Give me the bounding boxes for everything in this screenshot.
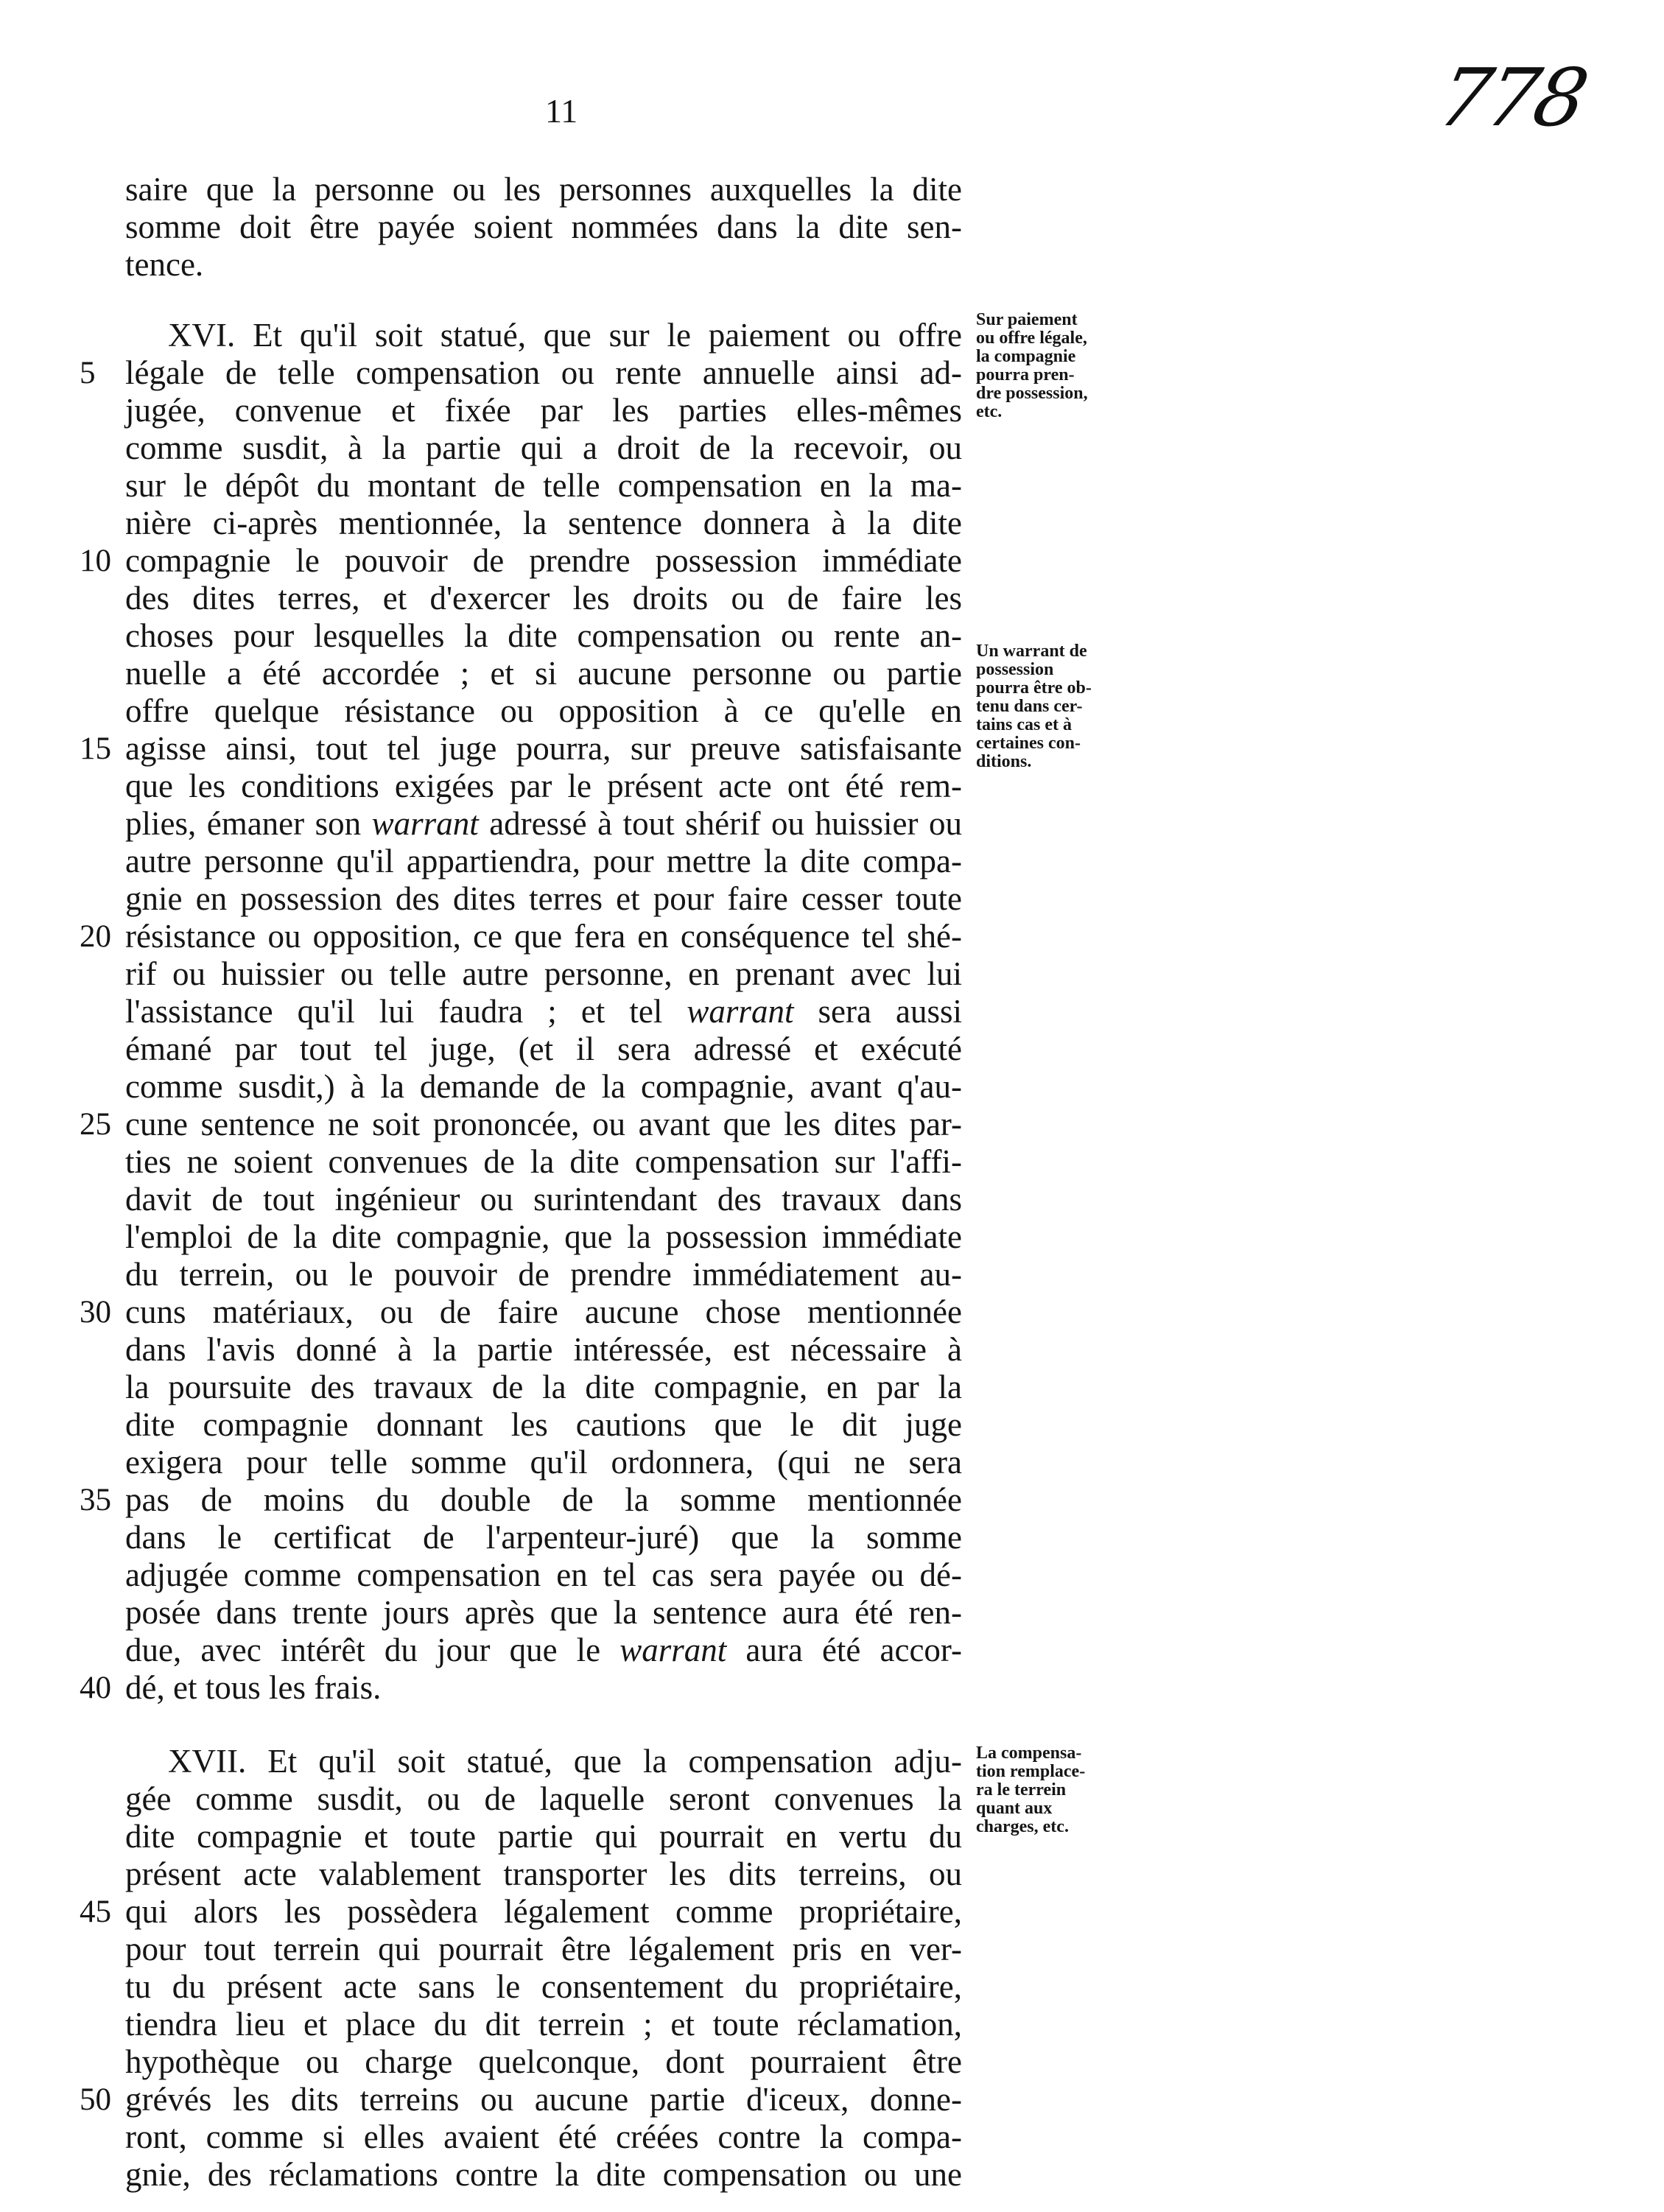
line-number: 15 — [80, 731, 111, 766]
line-number: 30 — [80, 1295, 111, 1330]
text-line: agisse ainsi, tout tel juge pourra, sur preuve satisfaisante — [125, 730, 962, 767]
text-line: sur le dépôt du montant de telle compensation en la ma- — [125, 467, 962, 504]
text-line: émané par tout tel juge, (et il sera adressé et exécuté — [125, 1030, 962, 1067]
text-line: jugée, convenue et fixée par les parties elles-mêmes — [125, 392, 962, 429]
text-line: hypothèque ou charge quelconque, dont pourraient être — [125, 2043, 962, 2080]
text-line: rif ou huissier ou telle autre personne, en prenant avec lui — [125, 955, 962, 992]
text-line-section-xvi: XVI. Et qu'il soit statué, que sur le paiement ou offre — [168, 317, 962, 354]
text-line — [125, 805, 962, 843]
text-line: somme doit être payée soient nommées dans la dite sen- — [125, 208, 962, 245]
text-line: nuelle a été accordée ; et si aucune personne ou partie — [125, 655, 962, 692]
text-line: compagnie le pouvoir de prendre possession immédiate — [125, 542, 962, 579]
text-line: adjugée comme compensation en tel cas sera payée ou dé- — [125, 1556, 962, 1593]
text-line: cune sentence ne soit prononcée, ou avant que les dites par- — [125, 1106, 962, 1142]
margin-note-line: quant aux — [976, 1799, 1053, 1818]
text-run: aura été accor- — [745, 1632, 963, 1668]
text-line: dite compagnie et toute partie qui pourrait en vertu du — [125, 1818, 962, 1855]
text-run: due, avec intérêt du jour que le — [125, 1632, 601, 1668]
text-line: dans le certificat de l'arpenteur-juré) que la somme — [125, 1519, 962, 1556]
warrant-term: warrant — [619, 1632, 727, 1668]
line-number: 35 — [80, 1483, 111, 1517]
margin-note-line: ra le terrein — [976, 1780, 1067, 1800]
warrant-term: warrant — [687, 993, 794, 1030]
text-line — [125, 1632, 962, 1669]
line-number: 25 — [80, 1107, 111, 1142]
line-number: 5 — [80, 356, 96, 390]
text-line: nière ci-après mentionnée, la sentence donnera à la dite — [125, 505, 962, 541]
text-line: gnie, des réclamations contre la dite compensation ou une — [125, 2156, 962, 2193]
text-run: plies, émaner son — [125, 805, 362, 842]
text-line: qui alors les possèdera légalement comme propriétaire, — [125, 1893, 962, 1930]
margin-note-line: tenu dans cer- — [976, 697, 1083, 716]
line-number: 20 — [80, 919, 111, 954]
text-line: ront, comme si elles avaient été créées contre la compa- — [125, 2118, 962, 2155]
line-number: 10 — [80, 544, 111, 578]
text-line: dite compagnie donnant les cautions que le dit juge — [125, 1406, 962, 1443]
text-line: pas de moins du double de la somme mentionnée — [125, 1481, 962, 1518]
margin-note-line: charges, etc. — [976, 1817, 1069, 1836]
text-line: exigera pour telle somme qu'il ordonnera, (qui ne sera — [125, 1444, 962, 1481]
margin-note-possession — [976, 311, 1088, 421]
text-line — [125, 993, 962, 1030]
margin-note-line: la compagnie — [976, 347, 1076, 366]
page-number: 11 — [545, 92, 578, 130]
text-line: tu du présent acte sans le consentement du propriétaire, — [125, 1968, 962, 2005]
handwritten-folio: 778 — [1430, 52, 1593, 144]
margin-note-line: ditions. — [976, 752, 1032, 771]
margin-note-line: tion remplace- — [976, 1762, 1086, 1781]
text-line: dé, et tous les frais. — [125, 1669, 382, 1706]
line-number: 45 — [80, 1895, 111, 1929]
text-line: comme susdit, à la partie qui a droit de la recevoir, ou — [125, 429, 962, 466]
text-line: gnie en possession des dites terres et pour faire cesser toute — [125, 880, 962, 917]
text-line: l'emploi de la dite compagnie, que la possession immédiate — [125, 1218, 962, 1255]
text-line: présent acte valablement transporter les dits terreins, ou — [125, 1855, 962, 1892]
text-line: résistance ou opposition, ce que fera en conséquence tel shé- — [125, 918, 962, 955]
margin-note-line: certaines con- — [976, 734, 1081, 753]
text-line: autre personne qu'il appartiendra, pour mettre la dite compa- — [125, 843, 962, 879]
text-line-section-xvii: XVII. Et qu'il soit statué, que la compensation adju- — [168, 1743, 962, 1780]
text-line: cuns matériaux, ou de faire aucune chose mentionnée — [125, 1293, 962, 1330]
text-line: davit de tout ingénieur ou surintendant des travaux dans — [125, 1181, 962, 1218]
margin-note-line: ou offre légale, — [976, 329, 1087, 348]
margin-note-compensation — [976, 1744, 1085, 1836]
margin-note-line: Un warrant de — [976, 642, 1087, 661]
text-line: des dites terres, et d'exercer les droits ou de faire les — [125, 580, 962, 617]
warrant-term: warrant — [371, 805, 479, 842]
text-line: du terrein, ou le pouvoir de prendre immédiatement au- — [125, 1256, 962, 1293]
text-line: légale de telle compensation ou rente annuelle ainsi ad- — [125, 354, 962, 391]
text-line: pour tout terrein qui pourrait être légalement pris en ver- — [125, 1931, 962, 1967]
text-run: l'assistance qu'il lui faudra ; et tel — [125, 993, 663, 1030]
text-line: tiendra lieu et place du dit terrein ; et toute réclamation, — [125, 2006, 962, 2043]
text-line: saire que la personne ou les personnes auxquelles la dite — [125, 171, 962, 208]
text-run: adressé à tout shérif ou huissier ou — [489, 805, 963, 842]
margin-note-line: possession — [976, 660, 1054, 679]
margin-note-line: tains cas et à — [976, 715, 1072, 734]
margin-note-line: La compensa- — [976, 1744, 1082, 1763]
margin-note-line: pourra être ob- — [976, 678, 1092, 698]
text-line: offre quelque résistance ou opposition à ce qu'elle en — [125, 692, 962, 729]
text-line: dans l'avis donné à la partie intéressée, est nécessaire à — [125, 1331, 962, 1368]
text-line: que les conditions exigées par le présent acte ont été rem- — [125, 768, 962, 804]
text-line: gée comme susdit, ou de laquelle seront convenues la — [125, 1780, 962, 1817]
margin-note-line: Sur paiement — [976, 310, 1078, 329]
text-line: la poursuite des travaux de la dite compagnie, en par la — [125, 1369, 962, 1405]
text-line: comme susdit,) à la demande de la compagnie, avant q'au- — [125, 1068, 962, 1105]
line-number: 50 — [80, 2082, 111, 2117]
margin-note-line: pourra pren- — [976, 365, 1075, 385]
text-line: tence. — [125, 246, 204, 283]
margin-note-warrant — [976, 642, 1092, 771]
text-run: sera aussi — [818, 993, 963, 1030]
margin-note-line: etc. — [976, 402, 1003, 421]
line-number: 40 — [80, 1671, 111, 1705]
text-line: ties ne soient convenues de la dite compensation sur l'affi- — [125, 1143, 962, 1180]
text-line: grévés les dits terreins ou aucune partie d'iceux, donne- — [125, 2081, 962, 2118]
text-line: choses pour lesquelles la dite compensation ou rente an- — [125, 617, 962, 654]
text-line: posée dans trente jours après que la sentence aura été ren- — [125, 1594, 962, 1631]
margin-note-line: dre possession, — [976, 384, 1088, 403]
